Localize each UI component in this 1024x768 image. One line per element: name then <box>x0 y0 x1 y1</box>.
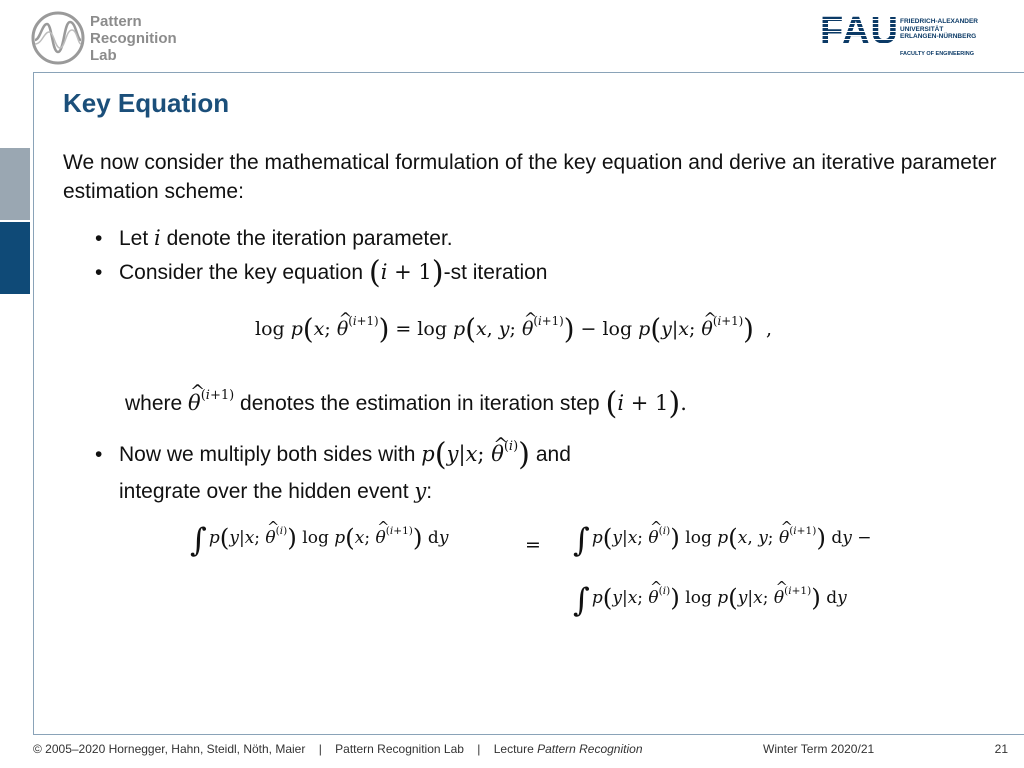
integral-equation-lhs: ∫ p(y|x; ^ $\theta^{(i)}$) log p(x; ^ $\theta^{(i+1)}$) dy <box>190 528 448 548</box>
fau-university-name <box>900 18 978 41</box>
bullet-dot-icon: • <box>95 227 103 250</box>
integral-equation-rhs-line-1: ∫ p(y|x; ^ $\theta^{(i)}$) log p(x, y; ^ $\theta^{(i+1)}$) dy − <box>573 528 872 548</box>
fau-uni-line-2: UNIVERSITÄT <box>900 25 944 33</box>
footer-lecture-prefix: Lecture <box>493 742 538 756</box>
footer-copyright: © 2005–2020 Hornegger, Hahn, Steidl, Nöth, Maier <box>33 742 306 756</box>
fau-uni-line-3: ERLANGEN-NÜRNBERG <box>900 33 977 40</box>
frame-bottom-rule <box>33 734 1024 735</box>
lab-logo-line-3: Lab <box>90 47 117 64</box>
slide-title: Key Equation <box>63 88 230 118</box>
bullet-continuation: integrate over the hidden event y: <box>119 479 433 503</box>
footer-lecture-name: Pattern Recognition <box>537 742 643 756</box>
footer-credits <box>33 742 643 756</box>
footer-lab: Pattern Recognition Lab <box>335 742 464 756</box>
fau-letters: FAU <box>820 10 899 52</box>
footer-term: Winter Term 2020/21 <box>763 742 875 756</box>
bullet-text: Consider the key equation (i + 1)-st iteration <box>119 255 548 291</box>
where-clause: where ^ $\theta^{(i+1)}$ denotes the estimation in iteration step (i + 1). <box>125 391 687 416</box>
lab-logo-line-1: Pattern <box>90 13 142 30</box>
bullet-dot-icon: • <box>95 443 103 466</box>
page-number: 21 <box>994 742 1008 756</box>
intro-paragraph: We now consider the mathematical formulation of the key equation and derive an iterative parameter estimation scheme: <box>63 151 997 203</box>
pattern-recognition-lab-logo <box>30 10 190 68</box>
integral-equation-equals: = <box>525 534 541 556</box>
footer-separator: | <box>477 742 481 756</box>
fau-faculty: FACULTY OF ENGINEERING <box>900 51 975 57</box>
integral-equation-rhs-line-2: ∫ p(y|x; ^ $\theta^{(i)}$) log p(y|x; ^ $\theta^{(i+1)}$) dy <box>573 588 847 608</box>
bullet-text: Let i denote the iteration parameter. <box>119 226 453 250</box>
footer-separator: | <box>318 742 322 756</box>
frame-top-rule <box>33 72 1024 73</box>
fau-logo <box>818 12 998 64</box>
bullet-dot-icon: • <box>95 261 103 284</box>
side-tab-dark <box>0 222 30 294</box>
side-tab-light <box>0 148 30 220</box>
key-equation-formula: log p(x; ^ $\theta^{(i+1)}) = \log p(x$, y; ^ $\theta^{(i+1)}) - \log p(y|x$; ^ $\theta^{(i+1)}$) , <box>255 318 772 340</box>
bullet-text: Now we multiply both sides with p(y|x; ^ $\theta^{(i)}$) and <box>119 440 571 469</box>
fau-uni-line-1: FRIEDRICH-ALEXANDER <box>900 18 978 25</box>
pattern-recognition-lab-emblem-icon <box>30 10 86 66</box>
lab-logo-line-2: Recognition <box>90 30 177 47</box>
frame-left-rule <box>33 72 34 735</box>
